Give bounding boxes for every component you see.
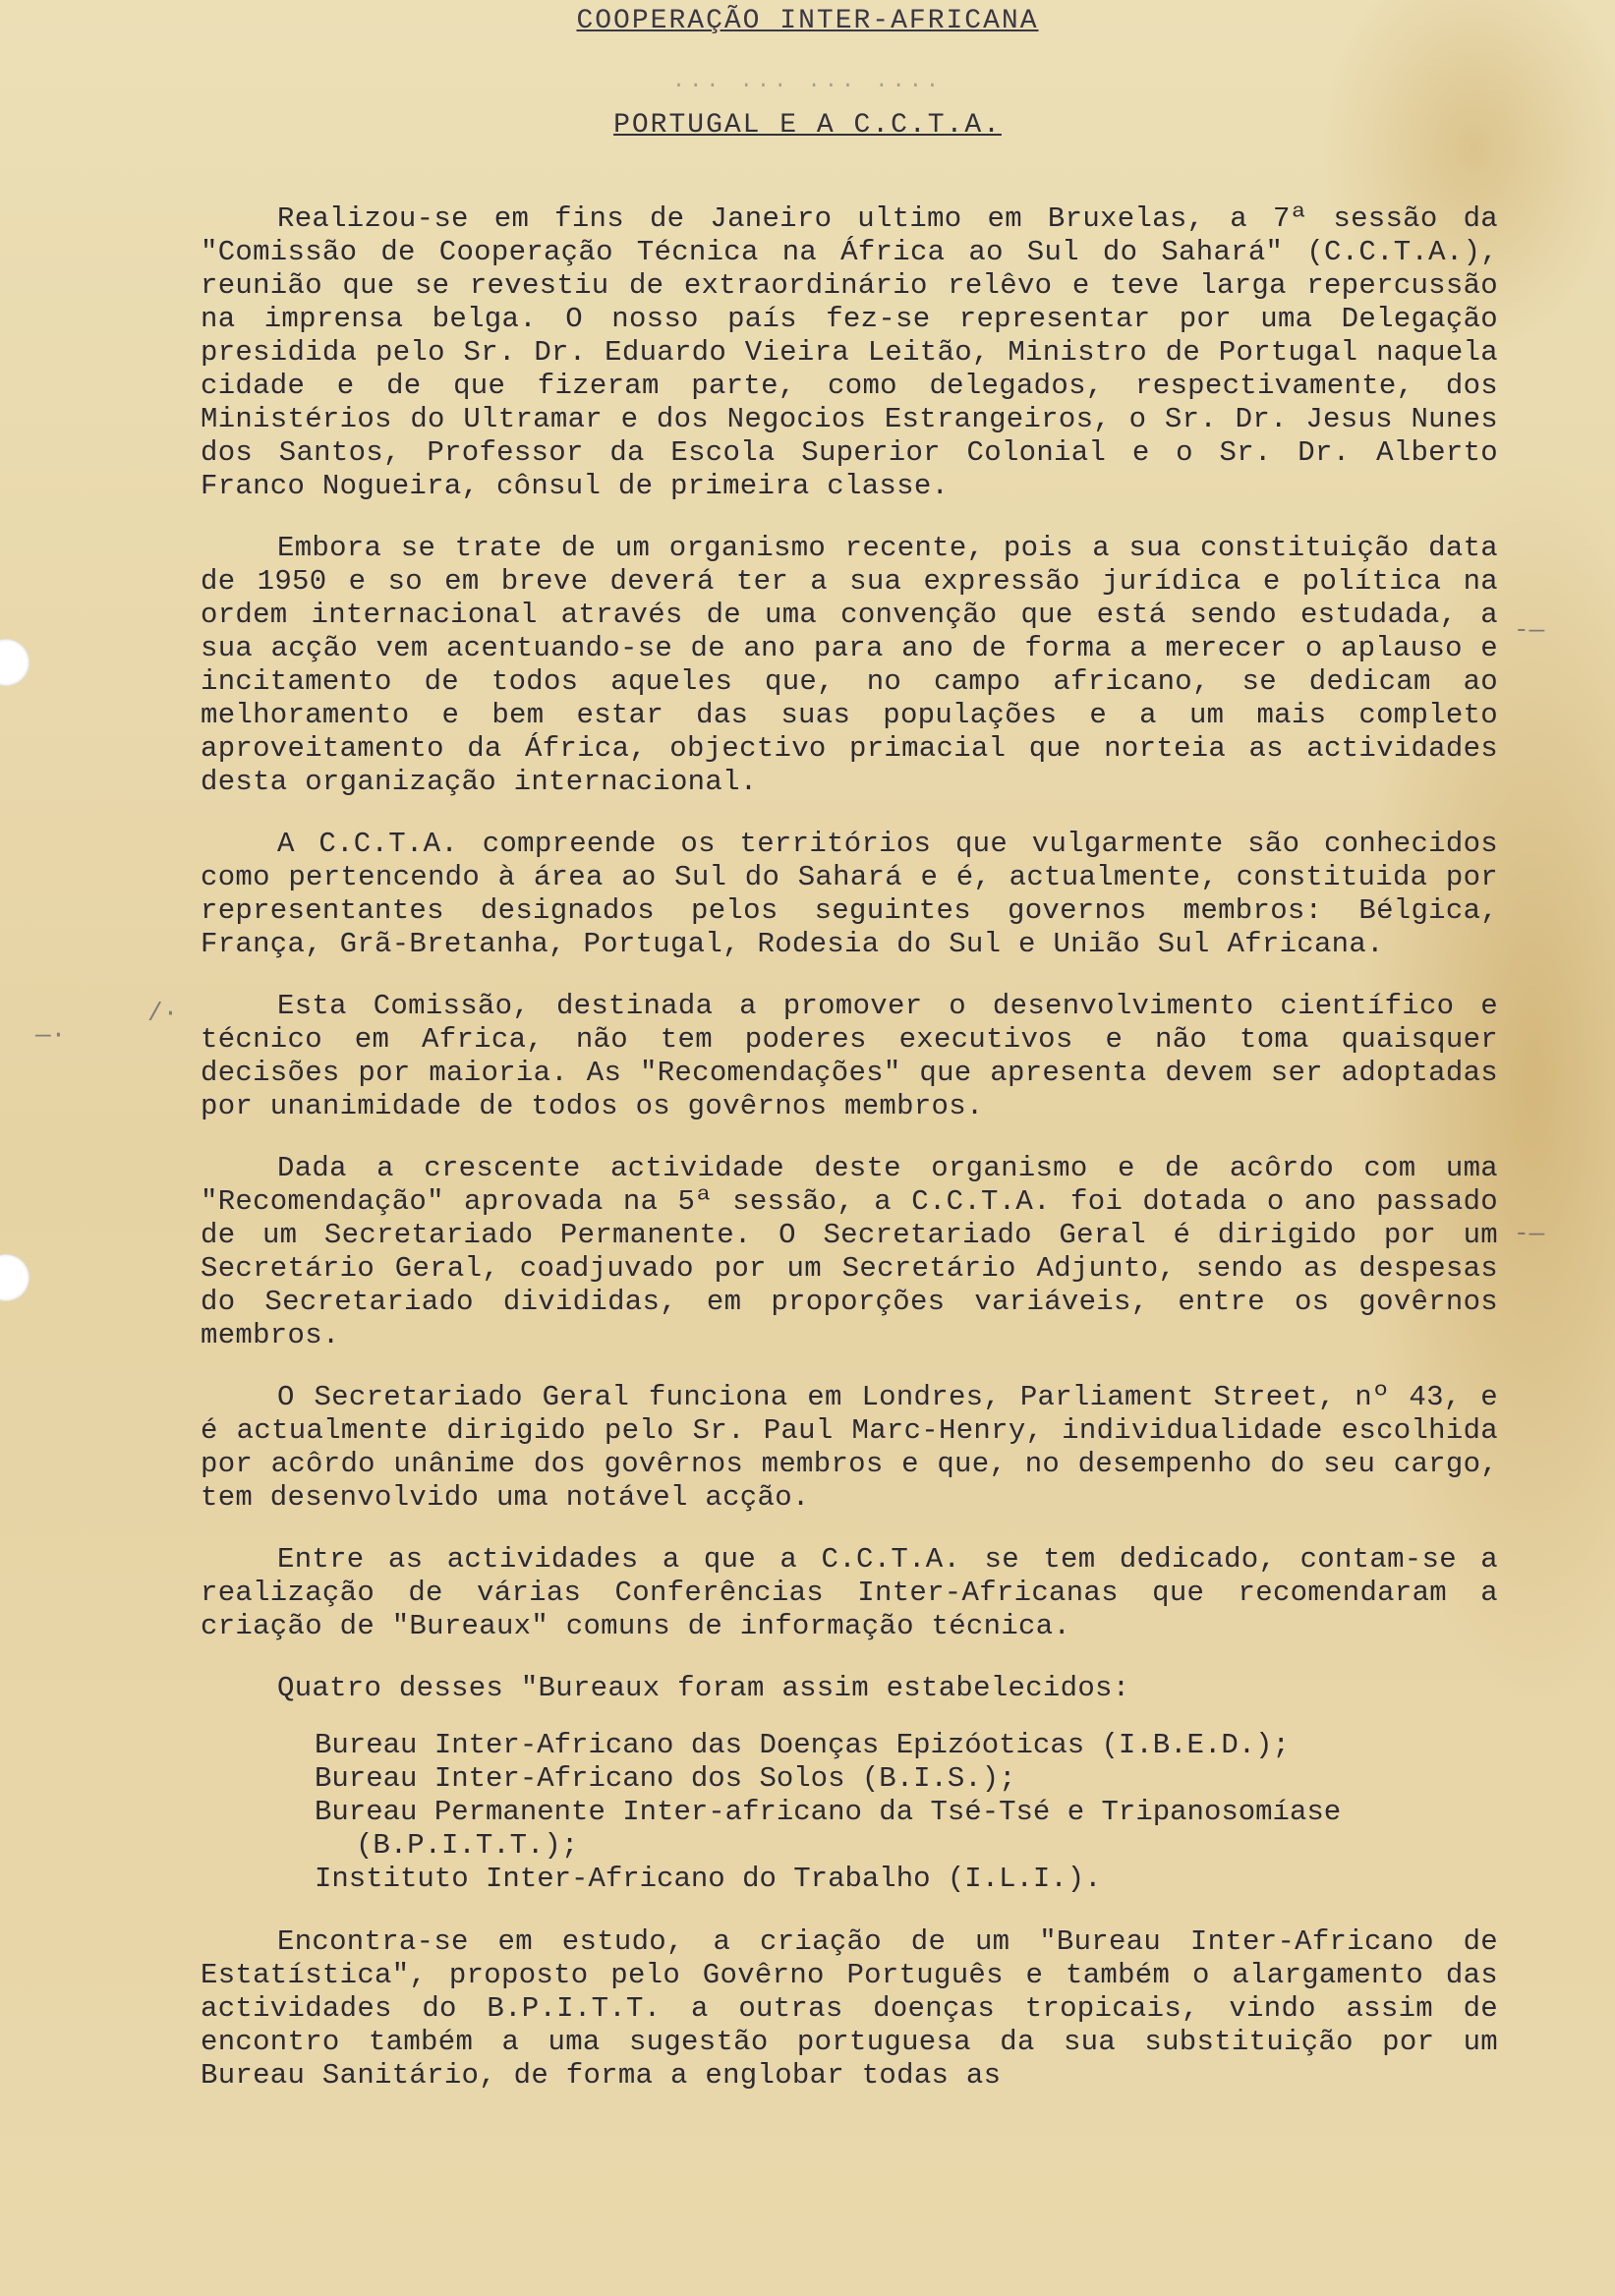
paragraph-8: Quatro desses "Bureaux foram assim estabelecidos:	[277, 1672, 1130, 1704]
margin-mark: -—	[1514, 615, 1545, 645]
paragraph-7: Entre as actividades a que a C.C.T.A. se tem dedicado, contam-se a realização de várias Conferências Inter-Africanas que recomendaram a criação de "Bureaux" comuns de informação técnica.	[201, 1543, 1498, 1642]
closing-paragraph: Encontra-se em estudo, a criação de um "Bureau Inter-Africano de Estatística", proposto pelo Govêrno Português e também o alargamento das actividades do B.P.I.T.T. a outras doenças tropicais, vindo assim de encontro também a uma sugestão portuguesa da sua substituição por um Bureau Sanitário, de forma a englobar todas as	[201, 1925, 1498, 2092]
paragraph-6: O Secretariado Geral funciona em Londres, Parliament Street, nº 43, e é actualmente dirigido pelo Sr. Paul Marc-Henry, individualidade escolhida por acôrdo unânime dos govêrnos membros e que, no desempenho do seu cargo, tem desenvolvido uma notável acção.	[201, 1381, 1498, 1514]
bureaux-list	[315, 1729, 1498, 1896]
document-body	[201, 202, 1498, 2121]
list-item	[315, 1796, 1498, 1863]
list-item	[315, 1729, 1498, 1762]
list-item-continuation: (B.P.I.T.T.);	[356, 1829, 579, 1862]
header-faded-subtitle: ... ... ... ....	[671, 69, 944, 93]
paragraph-3: A C.C.T.A. compreende os territórios que vulgarmente são conhecidos como pertencendo à área ao Sul do Sahará e é, actualmente, constituida por representantes designados pelos seguintes governos membros: Bélgica, França, Grã-Bretanha, Portugal, Rodesia do Sul e União Sul Africana.	[201, 828, 1498, 960]
margin-mark: -—	[1514, 1219, 1545, 1248]
list-item-text: Instituto Inter-Africano do Trabalho (I.L.I.).	[315, 1863, 1102, 1895]
punch-hole	[0, 639, 29, 686]
document-title: PORTUGAL E A C.C.T.A.	[613, 110, 1002, 141]
header-top-title: COOPERAÇÃO INTER-AFRICANA	[576, 6, 1039, 36]
list-item	[315, 1762, 1498, 1796]
list-item-text: Bureau Inter-Africano dos Solos (B.I.S.);	[315, 1762, 1016, 1795]
margin-mark: —·	[35, 1020, 67, 1050]
paragraph-1: Realizou-se em fins de Janeiro ultimo em Bruxelas, a 7ª sessão da "Comissão de Cooperação Técnica na África ao Sul do Sahará" (C.C.T.A.), reunião que se revestiu de extraordinário relêvo e teve larga repercussão na imprensa belga. O nosso país fez-se representar por uma Delegação presidida pelo Sr. Dr. Eduardo Vieira Leitão, Ministro de Portugal naquela cidade e de que fizeram parte, como delegados, respectivamente, dos Ministérios do Ultramar e dos Negocios Estrangeiros, o Sr. Dr. Jesus Nunes dos Santos, Professor da Escola Superior Colonial e o Sr. Dr. Alberto Franco Nogueira, cônsul de primeira classe.	[201, 202, 1498, 502]
punch-hole	[0, 1254, 29, 1301]
list-item	[315, 1863, 1498, 1896]
paragraph-2: Embora se trate de um organismo recente, pois a sua constituição data de 1950 e so em breve deverá ter a sua expressão jurídica e política na ordem internacional através de uma convenção que está sendo estudada, a sua acção vem acentuando-se de ano para ano de forma a merecer o aplauso e incitamento de todos aqueles que, no campo africano, se dedicam ao melhoramento e bem estar das suas populações e a um mais completo aproveitamento da África, objectivo primacial que norteia as actividades desta organização internacional.	[201, 532, 1498, 798]
paragraph-5: Dada a crescente actividade deste organismo e de acôrdo com uma "Recomendação" aprovada na 5ª sessão, a C.C.T.A. foi dotada o ano passado de um Secretariado Permanente. O Secretariado Geral é dirigido por um Secretário Geral, coadjuvado por um Secretário Adjunto, sendo as despesas do Secretariado divididas, em proporções variáveis, entre os govêrnos membros.	[201, 1152, 1498, 1351]
list-item-text: Bureau Permanente Inter-africano da Tsé-Tsé e Tripanosomíase	[315, 1796, 1342, 1828]
margin-mark: /·	[147, 999, 179, 1028]
paragraph-4: Esta Comissão, destinada a promover o desenvolvimento científico e técnico em Africa, não tem poderes executivos e não toma quaisquer decisões por maioria. As "Recomendações" que apresenta devem ser adoptadas por unanimidade de todos os govêrnos membros.	[201, 990, 1498, 1122]
list-item-text: Bureau Inter-Africano das Doenças Epizóoticas (I.B.E.D.);	[315, 1729, 1290, 1761]
